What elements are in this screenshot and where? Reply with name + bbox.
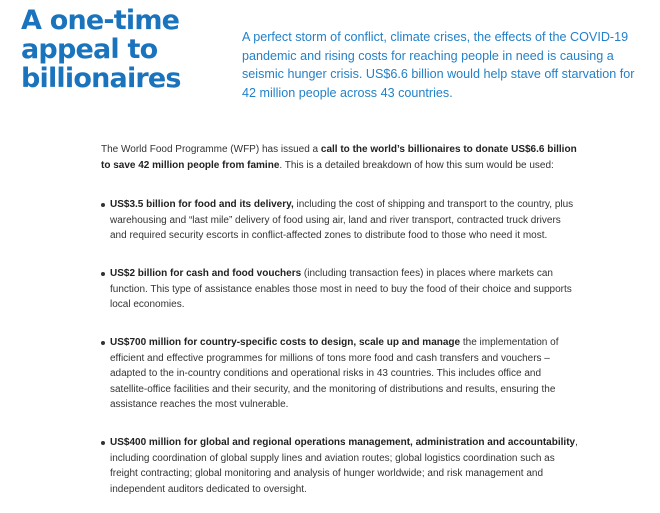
list-item: [110, 197, 580, 244]
item-heading: US$2 billion for cash and food vouchers: [110, 268, 302, 279]
lede-paragraph: A perfect storm of conflict, climate crises, the effects of the COVID-19 pandemic and rising costs for reaching people in need is causing a seismic hunger crisis. US$6.6 billion would help stave off starvation for 42 million people across 43 countries.: [242, 30, 635, 100]
item-heading: US$3.5 billion for food and its delivery,: [110, 199, 294, 210]
intro-emphasis: call to the world’s billionaires to donate US$6.6 billion to save 42 million people from famine: [101, 144, 577, 171]
page-title: A one-time appeal to billionaires: [21, 5, 181, 94]
item-heading: US$700 million for country-specific costs to design, scale up and manage: [110, 337, 461, 348]
list-item: [110, 266, 580, 313]
intro-text-after: . This is a detailed breakdown of how this sum would be used:: [279, 159, 554, 171]
list-item: [110, 335, 580, 413]
article-body: [101, 142, 586, 495]
item-heading: US$400 million for global and regional operations management, administration and accountability: [110, 437, 576, 448]
intro-text-before: The World Food Programme (WFP) has issued a: [101, 144, 321, 155]
item-text: (including transaction fees) in places where markets can function. This type of assistance enables those most in need to buy the food of their choice and supports local economies.: [110, 268, 572, 310]
list-item: [110, 435, 580, 497]
item-text: including the cost of shipping and transport to the country, plus warehousing and “last mile” delivery of food using air, land and river transport, contracted truck drivers and required security escorts in conflict-affected zones to distribute food to those who need it most.: [110, 199, 574, 241]
item-text: , including coordination of global supply lines and aviation routes; global logistics coordination such as freight contracting; global monitoring and analysis of hunger worldwide; and risk management and independent auditors dedicated to oversight.: [110, 437, 578, 495]
intro-paragraph: [101, 142, 586, 173]
item-text: the implementation of efficient and effective programmes for millions of tons more food and cash transfers and vouchers – adapted to the in-country conditions and operational risks in 43 countries. This includes office and satellite-office facilities and their security, and the monitoring of distributions and results, ensuring the assistance reaches the most vulnerable.: [110, 337, 559, 410]
